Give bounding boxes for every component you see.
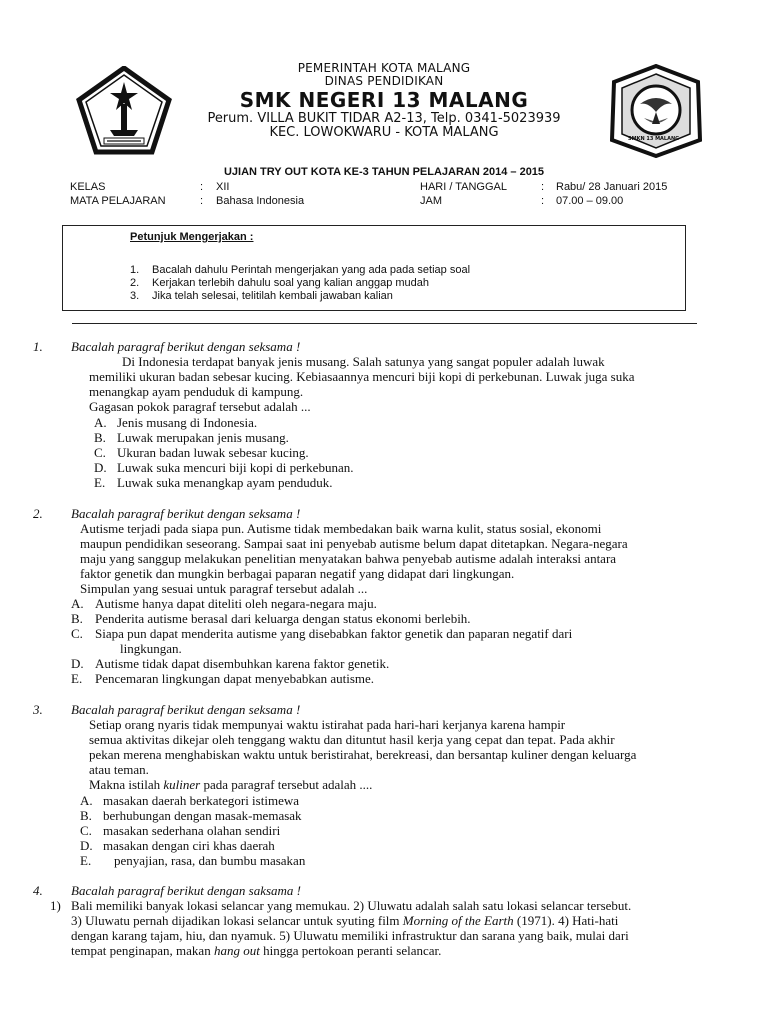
instruction-text: Bacalah dahulu Perintah mengerjakan yang ada pada setiap soal <box>152 264 471 276</box>
q1-option-text: Luwak suka menangkap ayam penduduk. <box>117 475 333 490</box>
q2-paragraph-line: maupun pendidikan seseorang. Sampai saat ini penyebab autisme belum dapat ditetapkan. Negara-negara <box>80 536 628 551</box>
instruction-num: 3. <box>130 290 140 302</box>
q2-option-text: Pencemaran lingkungan dapat menyebabkan autisme. <box>95 671 375 686</box>
jam-label: JAM <box>420 195 442 207</box>
q3-option-text: masakan daerah berkategori istimewa <box>103 793 299 808</box>
q4-paragraph-line: dengan karang tajam, hiu, dan nyamuk. 5) Uluwatu memiliki infrastruktur dan sarana yang baik, mulai dari <box>71 928 629 943</box>
q2-option-text: Autisme tidak dapat disembuhkan karena faktor genetik. <box>95 656 390 671</box>
q1-option-letter: D. <box>94 460 107 475</box>
mapel-label: MATA PELAJARAN <box>70 195 166 207</box>
q3-option-letter: E. <box>80 853 92 868</box>
school-name: SMK NEGERI 13 MALANG <box>239 88 529 112</box>
q4-film-title: Morning of the Earth <box>402 913 514 928</box>
instruction-num: 2. <box>130 277 140 289</box>
q1-paragraph-line: menangkap ayam penduduk di kampung. <box>89 384 304 399</box>
q3-paragraph-line: pekan merena menghabiskan waktu untuk beristirahat, berekreasi, dan bersantap kuliner dengan keluarga <box>89 747 637 762</box>
q2-option-text: Penderita autisme berasal dari keluarga dengan status ekonomi berlebih. <box>95 611 471 626</box>
q4-line2-pre: 3) Uluwatu pernah dijadikan lokasi selancar untuk syuting film <box>71 913 403 928</box>
dept-line: DINAS PENDIDIKAN <box>324 74 444 88</box>
hari-colon: : <box>541 181 545 193</box>
q2-option-text: Autisme hanya dapat diteliti oleh negara-negara maju. <box>95 596 377 611</box>
school-logo-text: SMKN 13 MALANG <box>628 136 680 142</box>
q2-number: 2. <box>33 506 43 521</box>
divider-line <box>72 323 697 324</box>
q1-instruction: Bacalah paragraf berikut dengan seksama ! <box>71 339 301 354</box>
q4-paragraph-line <box>71 913 618 929</box>
q1-option-letter: C. <box>94 445 106 460</box>
instruction-num: 1. <box>130 264 140 276</box>
q4-line2-post: (1971). 4) Hati-hati <box>513 913 619 928</box>
q3-option-letter: A. <box>80 793 93 808</box>
q3-instruction: Bacalah paragraf berikut dengan seksama ! <box>71 702 301 717</box>
q3-option-text: penyajian, rasa, dan bumbu masakan <box>114 853 306 868</box>
gov-line: PEMERINTAH KOTA MALANG <box>297 61 471 75</box>
q4-sentence-num: 1) <box>50 898 61 913</box>
q2-instruction: Bacalah paragraf berikut dengan seksama ! <box>71 506 301 521</box>
q2-paragraph-line: Autisme terjadi pada siapa pun. Autisme tidak membedakan baik warna kulit, status sosial, ekonomi <box>80 521 602 536</box>
jam-value: 07.00 – 09.00 <box>556 195 624 207</box>
q3-option-text: berhubungan dengan masak-memasak <box>103 808 302 823</box>
kelas-colon: : <box>200 181 204 193</box>
instructions-title: Petunjuk Mengerjakan : <box>130 231 254 243</box>
q2-option-letter: E. <box>71 671 83 686</box>
q2-option-letter: A. <box>71 596 84 611</box>
instruction-text: Jika telah selesai, telitilah kembali jawaban kalian <box>152 290 393 302</box>
q3-option-letter: B. <box>80 808 92 823</box>
q3-option-text: masakan sederhana olahan sendiri <box>103 823 281 838</box>
q4-term: hang out <box>213 943 260 958</box>
q3-question-term: kuliner <box>163 777 201 792</box>
q3-option-text: masakan dengan ciri khas daerah <box>103 838 275 853</box>
kelas-value: XII <box>216 181 230 193</box>
q4-paragraph-line <box>71 943 441 959</box>
q3-option-letter: D. <box>80 838 93 853</box>
q4-line4-pre: tempat penginapan, makan <box>71 943 214 958</box>
q3-question-pre: Makna istilah <box>89 777 164 792</box>
instruction-text: Kerjakan terlebih dahulu soal yang kalian anggap mudah <box>152 277 430 289</box>
q1-option-text: Luwak suka mencuri biji kopi di perkebunan. <box>117 460 354 475</box>
q3-option-letter: C. <box>80 823 92 838</box>
q4-number: 4. <box>33 883 43 898</box>
q3-question-post: pada paragraf tersebut adalah .... <box>200 777 373 792</box>
hari-value: Rabu/ 28 Januari 2015 <box>556 181 668 193</box>
q1-question: Gagasan pokok paragraf tersebut adalah ... <box>89 399 311 414</box>
school-address: Perum. VILLA BUKIT TIDAR A2-13, Telp. 0341-5023939 <box>207 111 561 126</box>
q4-paragraph-line: Bali memiliki banyak lokasi selancar yang memukau. 2) Uluwatu adalah salah satu lokasi selancar tersebut. <box>71 898 632 913</box>
q4-line4-post: hingga pertokoan peranti selancar. <box>259 943 442 958</box>
mapel-colon: : <box>200 195 204 207</box>
q1-option-text: Jenis musang di Indonesia. <box>117 415 258 430</box>
q3-paragraph-line: atau teman. <box>89 762 149 777</box>
school-district: KEC. LOWOKWARU - KOTA MALANG <box>269 125 499 140</box>
q1-paragraph-line: memiliki ukuran badan sebesar kucing. Kebiasaannya mencuri biji kopi di perkebunan. Luwak juga suka <box>89 369 635 384</box>
q1-option-text: Ukuran badan luwak sebesar kucing. <box>117 445 309 460</box>
q3-paragraph-line: semua aktivitas dikejar oleh tenggang waktu dan dituntut hasil kerja yang cepat dan tepat. Pada akhir <box>89 732 615 747</box>
q2-option-text: Siapa pun dapat menderita autisme yang disebabkan faktor genetik dan paparan negatif dari <box>95 626 573 641</box>
q3-number: 3. <box>33 702 43 717</box>
q2-paragraph-line: faktor genetik dan mungkin berbagai paparan negatif yang didapat dari lingkungan. <box>80 566 515 581</box>
mapel-value: Bahasa Indonesia <box>216 195 305 207</box>
q3-question <box>89 777 372 793</box>
q1-option-text: Luwak merupakan jenis musang. <box>117 430 289 445</box>
q1-option-letter: A. <box>94 415 107 430</box>
q2-option-letter: D. <box>71 656 84 671</box>
kelas-label: KELAS <box>70 181 106 193</box>
q4-instruction: Bacalah paragraf berikut dengan saksama ! <box>71 883 302 898</box>
q2-option-text-cont: lingkungan. <box>120 641 182 656</box>
q3-paragraph-line: Setiap orang nyaris tidak mempunyai waktu istirahat pada hari-hari kerjanya karena hampir <box>89 717 566 732</box>
exam-title: UJIAN TRY OUT KOTA KE-3 TAHUN PELAJARAN 2014 – 2015 <box>223 166 545 178</box>
q1-number: 1. <box>33 339 43 354</box>
q1-option-letter: B. <box>94 430 106 445</box>
q1-option-letter: E. <box>94 475 106 490</box>
q1-paragraph-line: Di Indonesia terdapat banyak jenis musang. Salah satunya yang sangat populer adalah luwak <box>122 354 605 369</box>
q2-option-letter: C. <box>71 626 83 641</box>
hari-label: HARI / TANGGAL <box>420 181 508 193</box>
q2-option-letter: B. <box>71 611 83 626</box>
jam-colon: : <box>541 195 545 207</box>
q2-paragraph-line: maju yang sanggup melakukan penelitian menyatakan bahwa penyebab autisme adalah interaksi antara <box>80 551 617 566</box>
q2-question: Simpulan yang sesuai untuk paragraf tersebut adalah ... <box>80 581 368 596</box>
